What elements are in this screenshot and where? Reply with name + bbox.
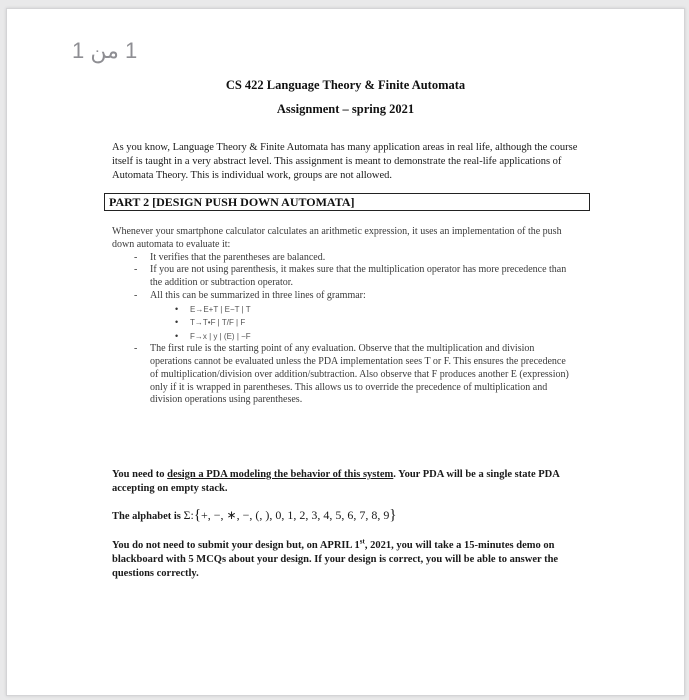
alphabet-line: [112, 508, 397, 524]
submission-text-before: You do not need to submit your design but, on APRIL 1: [112, 540, 360, 551]
pda-description: [112, 226, 572, 407]
alphabet-symbols: +, −, ∗, −, (, ), 0, 1, 2, 3, 4, 5, 6, 7, 8, 9: [201, 508, 390, 522]
grammar-rule-text: F→x | y | (E) | −F: [190, 331, 251, 341]
grammar-rule-text: E→E+T | E−T | T: [190, 304, 251, 314]
bullet-marker: •: [175, 317, 179, 328]
task-paragraph: [112, 468, 582, 496]
dash-item-text: If you are not using parenthesis, it makes sure that the multiplication operator has more precedence than the addition or subtraction operator.: [150, 264, 567, 289]
dash-item-text: All this can be summarized in three lines of grammar:: [150, 289, 366, 301]
dash-item: [112, 264, 572, 290]
task-text-before: You need to: [112, 469, 168, 480]
alphabet-sigma: Σ:: [183, 508, 194, 522]
bullet-marker: •: [175, 303, 179, 314]
alphabet-close-brace: }: [389, 507, 397, 523]
grammar-rule: [112, 303, 572, 317]
bullet-marker: •: [175, 330, 179, 341]
dash-item: [112, 252, 572, 265]
explanation-text: The first rule is the starting point of any evaluation. Observe that the multiplication and division operations cannot be evaluated unless the PDA implementation sees T or F. This ensures the precedence of multiplication/division over addition/subtraction. Also observe that F produces another E (expression) only if it is wrapped in parentheses. This allows us to override the precedence of multiplication and division operations using parentheses.: [150, 343, 569, 406]
dash-marker: -: [134, 289, 138, 301]
calculator-intro: Whenever your smartphone calculator calculates an arithmetic expression, it uses an implementation of the push down automata to evaluate it:: [112, 226, 562, 250]
grammar-rule: [112, 330, 572, 344]
alphabet-label: The alphabet is: [112, 511, 184, 522]
task-underlined: design a PDA modeling the behavior of this system: [167, 469, 394, 480]
page-indicator: 1 من 1: [72, 38, 138, 63]
document-page: [6, 8, 685, 696]
dash-item: [112, 290, 572, 303]
assignment-title: Assignment – spring 2021: [276, 102, 415, 116]
submission-paragraph: [112, 539, 582, 581]
grammar-rule: [112, 316, 572, 330]
task-text-after: . Your PDA will be a single state PDA accepting on empty stack.: [112, 469, 560, 494]
part-heading: PART 2 [DESIGN PUSH DOWN AUTOMATA]: [104, 193, 590, 211]
date-superscript: st: [359, 537, 365, 546]
dash-item-text: It verifies that the parentheses are balanced.: [150, 251, 326, 263]
grammar-rule-text: T→T•F | T/F | F: [190, 318, 246, 328]
alphabet-open-brace: {: [193, 507, 202, 523]
submission-text-after: , 2021, you will take a 15-minutes demo on blackboard with 5 MCQs about your design. If your design is correct, you will be able to answer the questions correctly.: [112, 540, 559, 579]
dash-item: [112, 343, 572, 407]
intro-paragraph: As you know, Language Theory & Finite Automata has many application areas in real life, although the course itself is taught in a very abstract level. This assignment is meant to demonstrate the real-life applications of Automata Theory. This is individual work, groups are not allowed.: [112, 142, 578, 181]
course-title: CS 422 Language Theory & Finite Automata: [225, 78, 466, 92]
dash-marker: -: [134, 343, 138, 355]
dash-marker: -: [134, 251, 138, 263]
dash-marker: -: [134, 264, 138, 276]
